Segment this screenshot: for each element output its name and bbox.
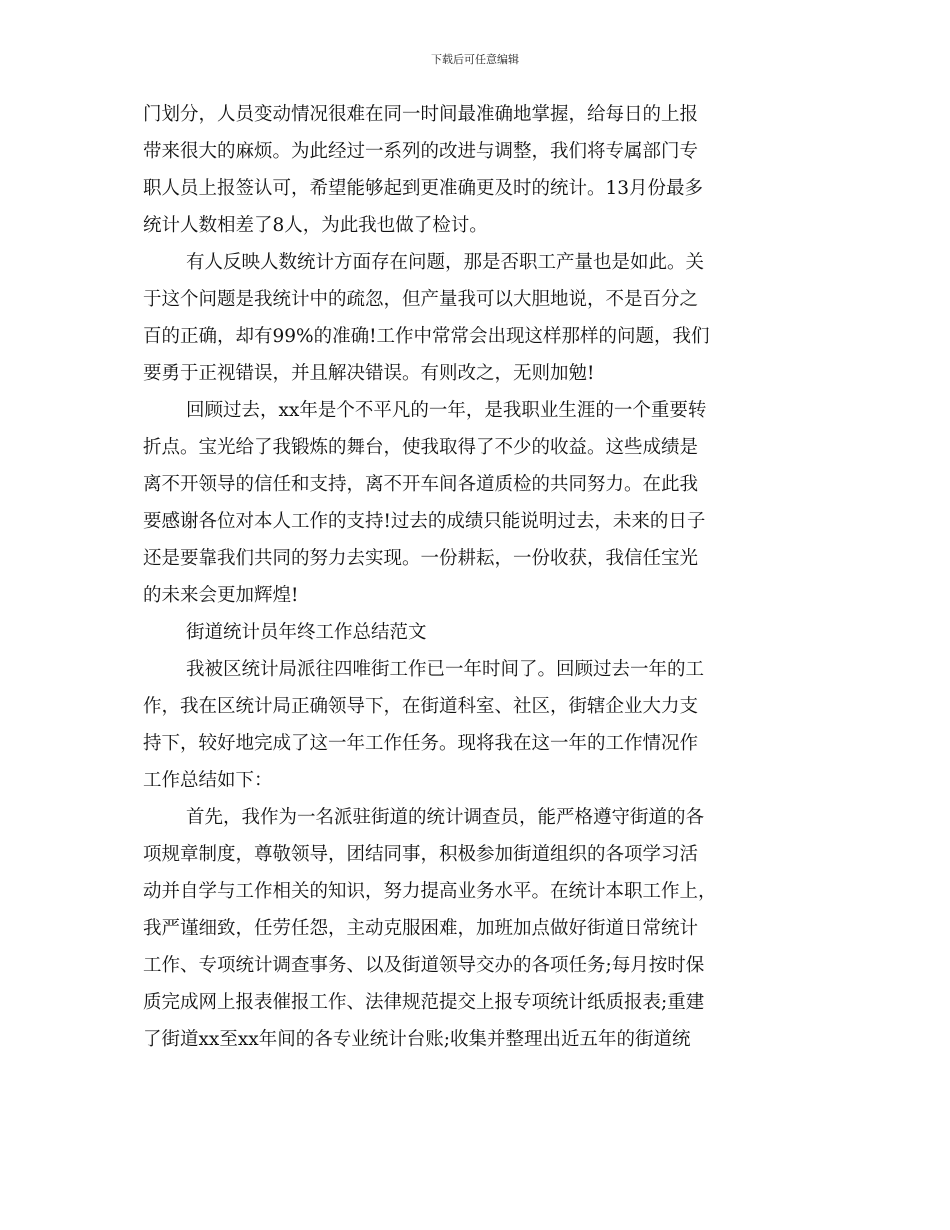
text-line: 我严谨细致，任劳任怨，主动克服困难，加班加点做好街道日常统计	[143, 918, 699, 939]
text-line: 离不开领导的信任和支持，离不开车间各道质检的共同努力。在此我	[143, 474, 699, 495]
text-line: 于这个问题是我统计中的疏忽，但产量我可以大胆地说，不是百分之	[143, 289, 699, 310]
text-line: 作，我在区统计局正确领导下，在街道科室、社区，街辖企业大力支	[143, 696, 699, 717]
paragraph-start-line: 回顾过去，xx年是个不平凡的一年，是我职业生涯的一个重要转	[186, 400, 707, 421]
text-line: 折点。宝光给了我锻炼的舞台，使我取得了不少的收益。这些成绩是	[143, 437, 699, 458]
text-line: 的未来会更加辉煌!	[143, 585, 299, 606]
text-line: 工作、专项统计调查事务、以及街道领导交办的各项任务;每月按时保	[143, 955, 705, 976]
paragraph-start-line: 街道统计员年终工作总结范文	[186, 622, 427, 643]
text-line: 了街道xx至xx年间的各专业统计台账;收集并整理出近五年的街道统	[143, 1029, 691, 1050]
text-line: 还是要靠我们共同的努力去实现。一份耕耘，一份收获，我信任宝光	[143, 548, 699, 569]
text-line: 工作总结如下：	[143, 770, 273, 791]
text-line: 百的正确，却有99%的准确!工作中常常会出现这样那样的问题，我们	[143, 326, 710, 347]
text-line: 门划分，人员变动情况很难在同一时间最准确地掌握，给每日的上报	[143, 104, 699, 125]
text-line: 要勇于正视错误，并且解决错误。有则改之，无则加勉!	[143, 363, 595, 384]
page-header: 下载后可任意编辑	[431, 53, 519, 66]
text-line: 职人员上报签认可，希望能够起到更准确更及时的统计。13月份最多	[143, 178, 704, 199]
paragraph-start-line: 首先，我作为一名派驻街道的统计调查员，能严格遵守街道的各	[186, 807, 705, 828]
text-line: 统计人数相差了8人，为此我也做了检讨。	[143, 215, 488, 236]
document-body	[143, 96, 807, 1058]
text-line: 持下，较好地完成了这一年工作任务。现将我在这一年的工作情况作	[143, 733, 699, 754]
text-line: 动并自学与工作相关的知识，努力提高业务水平。在统计本职工作上，	[143, 881, 717, 902]
paragraph-start-line: 有人反映人数统计方面存在问题，那是否职工产量也是如此。关	[186, 252, 705, 273]
text-line: 项规章制度，尊敬领导，团结同事，积极参加街道组织的各项学习活	[143, 844, 699, 865]
text-line: 质完成网上报表催报工作、法律规范提交上报专项统计纸质报表;重建	[143, 992, 705, 1013]
text-line: 要感谢各位对本人工作的支持!过去的成绩只能说明过去，未来的日子	[143, 511, 706, 532]
paragraph-start-line: 我被区统计局派往四唯街工作已一年时间了。回顾过去一年的工	[186, 659, 705, 680]
text-line: 带来很大的麻烦。为此经过一系列的改进与调整，我们将专属部门专	[143, 141, 699, 162]
